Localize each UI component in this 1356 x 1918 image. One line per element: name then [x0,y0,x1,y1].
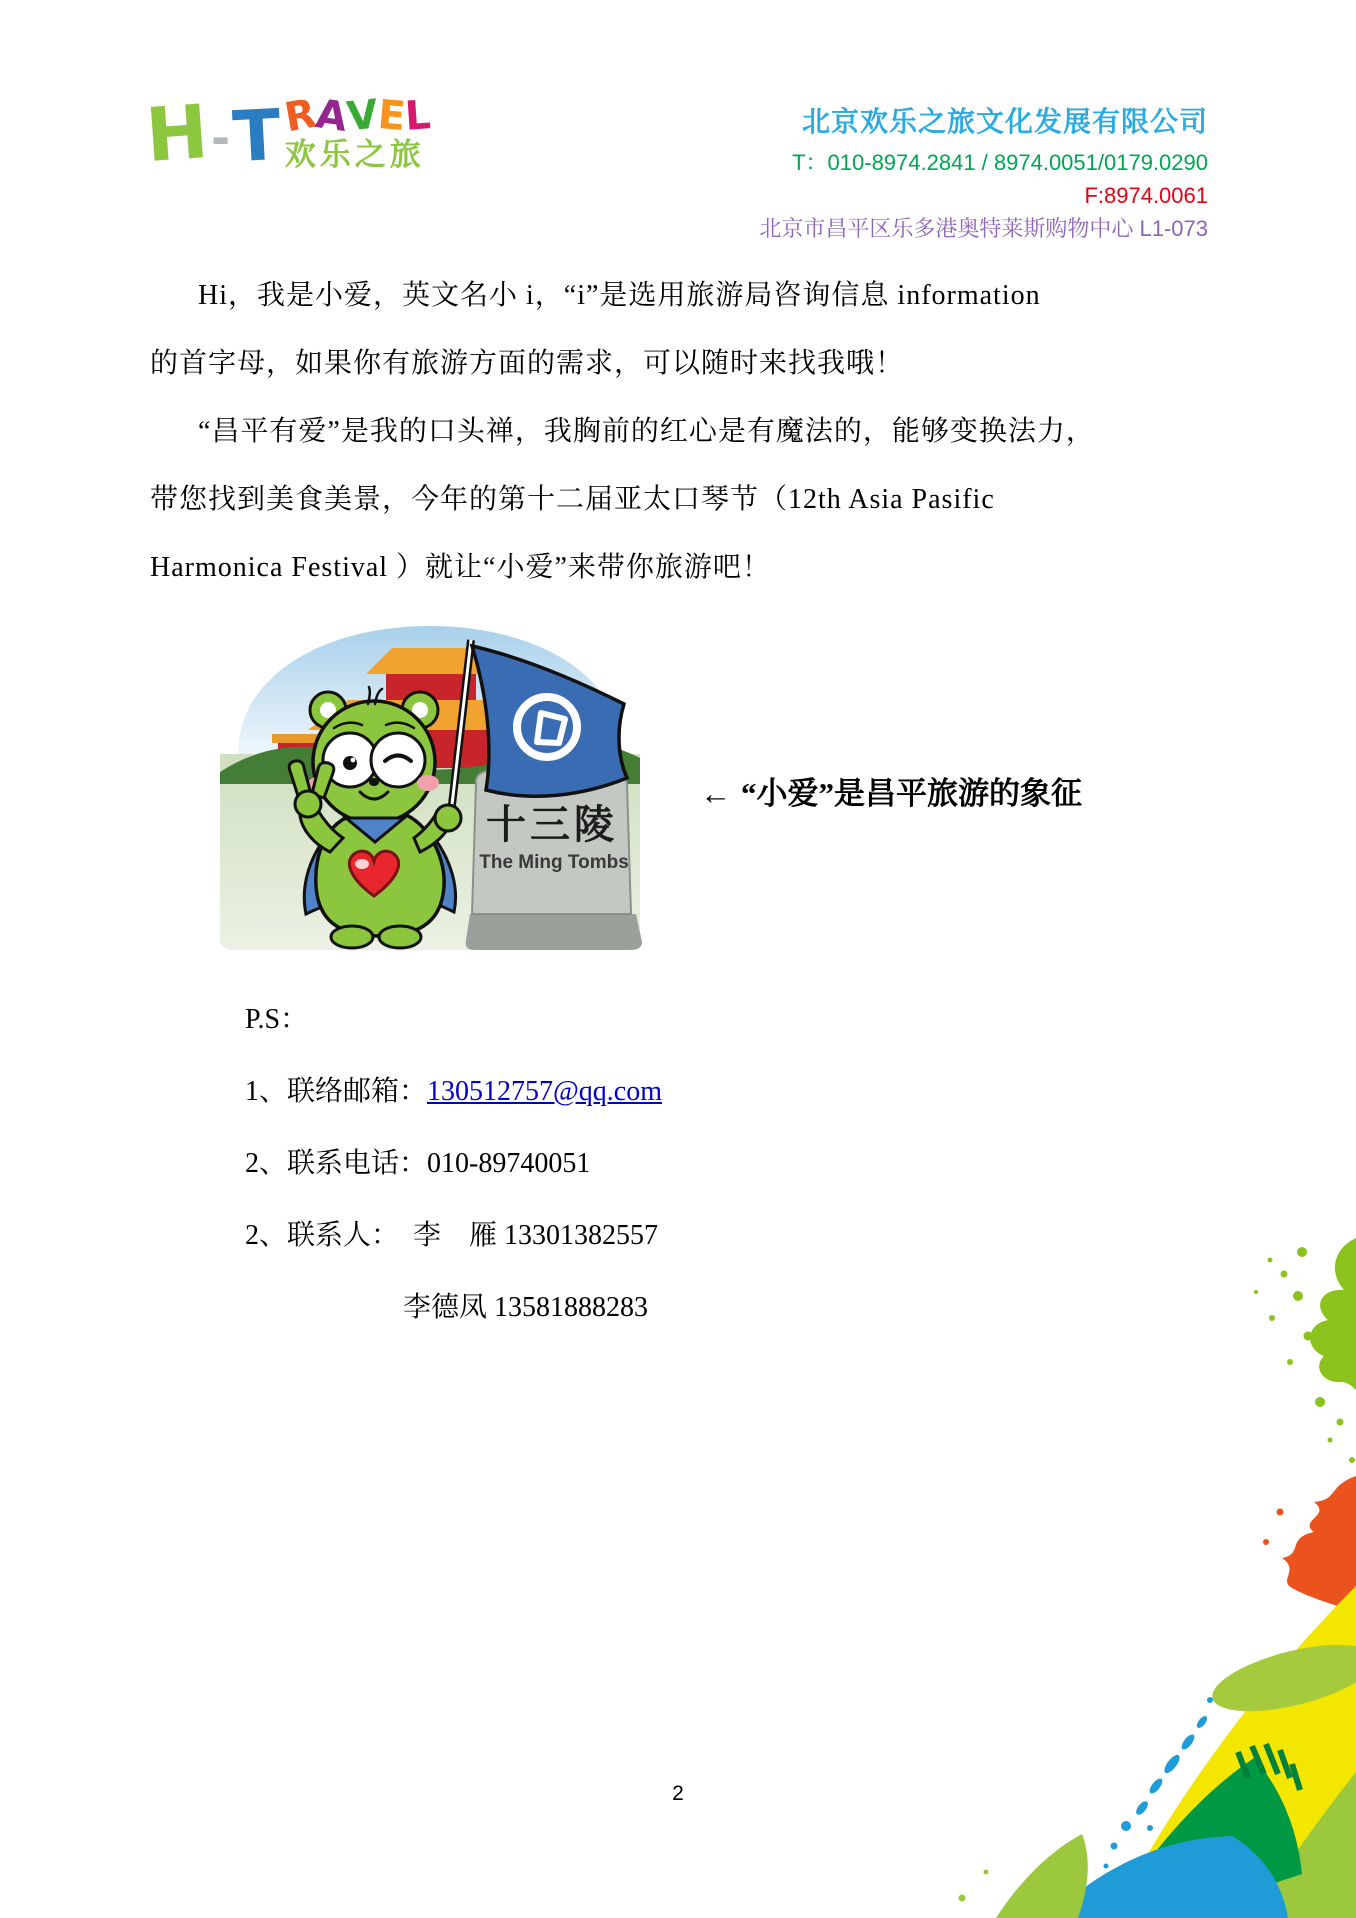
mascot-scene [214,612,646,956]
logo-letter: R [281,90,320,142]
ps-contact2-value: 李德凤 13581888283 [403,1292,649,1323]
logo-letter: E [375,91,407,141]
ps-email-label: 1、联络邮箱： [245,1076,428,1107]
caption-text: “小爱”是昌平旅游的象征 [741,776,1082,811]
postscript-block [245,1000,662,1360]
mascot-illustration [214,612,646,956]
splash-lightgreen-ellipse [1206,1631,1356,1724]
h-travel-logo [143,88,432,180]
address-line: 北京市昌平区乐多港奥特莱斯购物中心 L1-073 [759,216,1208,241]
body-line: Hi，我是小爱，英文名小 i，“i”是选用旅游局咨询信息 information [198,280,1041,311]
stone-subtitle-text: The Ming Tombs [479,852,629,873]
fax-line: F:8974.0061 [1084,183,1208,208]
splash-green-strip [959,1834,1088,1918]
page-number: 2 [672,1782,684,1805]
logo-letter: A [312,91,350,141]
company-name: 北京欢乐之旅文化发展有限公司 [801,106,1208,137]
stone-title-text: 十三陵 [486,803,618,847]
logo-letter: L [403,92,432,140]
logo-letter: V [344,91,380,141]
logo-word [281,90,432,142]
splash-blue-band [1048,1697,1288,1918]
ps-heading: P.S： [245,1004,309,1035]
ps-contact-label: 2、联系人： [245,1220,400,1251]
splash-kelly-green-band [1110,1744,1302,1918]
splash-yellow-band [1112,1586,1356,1918]
body-line: 的首字母，如果你有旅游方面的需求，可以随时来找我哦！ [150,348,905,379]
body-text [150,276,1230,616]
paint-splash-decoration [900,1230,1356,1918]
body-line: Harmonica Festival ）就让“小爱”来带你旅游吧！ [150,552,771,583]
body-line: 带您找到美食美景，今年的第十二届亚太口琴节（12th Asia Pasific [150,484,995,515]
logo-chinese-subtitle: 欢乐之旅 [284,137,425,173]
logo-letter: T [230,93,283,179]
email-link[interactable]: 130512757@qq.com [427,1076,663,1107]
telephone-line: T：010-8974.2841 / 8974.0051/0179.0290 [792,150,1208,175]
image-caption [700,768,1082,813]
ps-email-line [245,1072,662,1112]
ps-phone-label: 2、联系电话： [245,1148,428,1179]
ps-phone-value: 010-89740051 [427,1148,591,1179]
letterhead-contact-block [759,100,1208,245]
logo-letter: - [210,111,231,165]
ps-contact2-line [245,1288,662,1328]
left-arrow-icon: ← [700,776,731,811]
body-line: “昌平有爱”是我的口头禅，我胸前的红心是有魔法的，能够变换法力， [198,416,1095,447]
logo-letter: H [143,88,211,180]
ps-contact-line [245,1216,662,1256]
splash-green-blob [1254,1238,1356,1463]
splash-orange-blob [1263,1476,1356,1612]
ps-phone-line [245,1144,662,1184]
ps-contact1-value: 李 雁 13301382557 [413,1220,659,1251]
